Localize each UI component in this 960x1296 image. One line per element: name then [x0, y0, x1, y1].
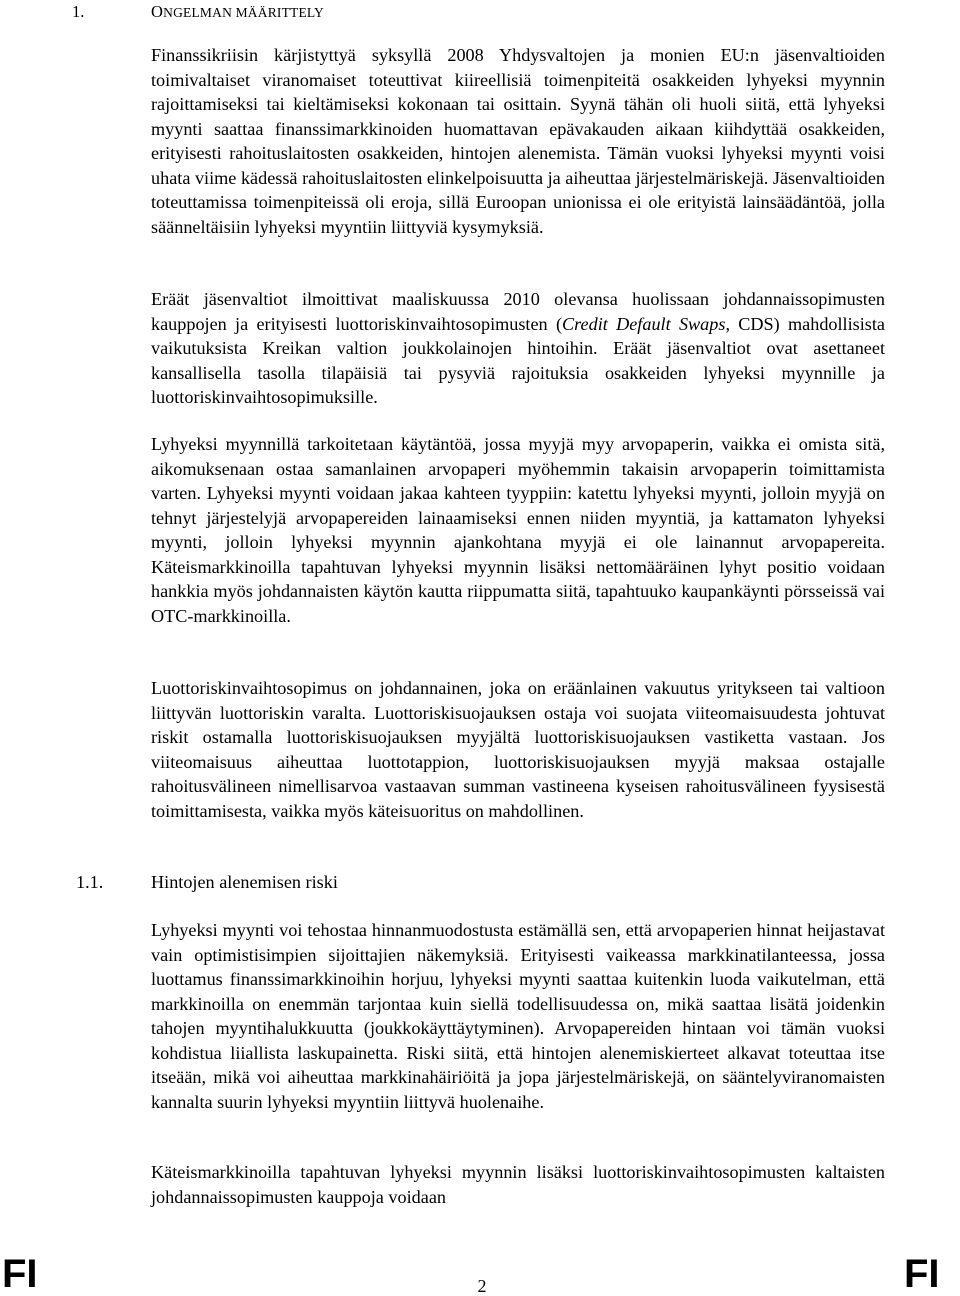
- paragraph-2-text-end: , CDS) mahdollisista vaikutuksista Kreikan valtion joukkolainojen hintoihin. Eräät jäsenvaltiot ovat asettaneet kansallisella tasolla tilapäisiä tai pysyviä rajoituksia osakkeiden lyhyeksi myynnille ja luottoriskinvaihtosopimuksille.: [151, 313, 885, 407]
- subsection-number: 1.1.: [76, 872, 104, 892]
- paragraph-2: [151, 287, 885, 410]
- section-title-rest: NGELMAN MÄÄRITTELY: [163, 5, 324, 20]
- paragraph-2-italic-term: Credit Default Swaps: [562, 313, 726, 334]
- paragraph-6: Käteismarkkinoilla tapahtuvan lyhyeksi myynnin lisäksi luottoriskinvaihtosopimusten kaltaisten johdannaissopimusten kauppoja voidaan: [151, 1162, 885, 1207]
- footer-language-left: FI: [2, 1252, 38, 1296]
- section-number: 1.: [72, 2, 85, 21]
- paragraph-2-text-start: Eräät jäsenvaltiot ilmoittivat maaliskuussa 2010 olevansa huolissaan johdannaissopimusten kauppojen ja erityisesti luottoriskinvaihtosopimusten (: [151, 289, 885, 334]
- paragraph-4: Luottoriskinvaihtosopimus on johdannainen, joka on eräänlainen vakuutus yritykseen tai valtioon liittyvän luottoriskin varalta. Luottoriskisuojauksen ostaja voi suojata viiteomaisuudesta johtuvat riskit ostamalla luottoriskisuojauksen myyjältä luottoriskisuojauksen vastiketta vastaan. Jos viiteomaisuus aiheuttaa luottotappion, luottoriskisuojauksen myyjä maksaa ostajalle rahoitusvälineen nimellisarvoa vastaavan summan vastineena kyseisen rahoitusvälineen fyysisestä toimittamisesta, vaikka myös käteisuoritus on mahdollinen.: [151, 678, 885, 821]
- footer-language-right: FI: [904, 1252, 940, 1296]
- paragraph-5: Lyhyeksi myynti voi tehostaa hinnanmuodostusta estämällä sen, että arvopaperien hinnat heijastavat vain optimistisimpien sijoittajien näkemyksiä. Erityisesti vaikeassa markkinatilanteessa, jossa luottamus finanssimarkkinoihin horjuu, lyhyeksi myynti saattaa kuitenkin luoda vaikutelman, että markkinoilla on enemmän tarjontaa kuin siellä todellisuudessa on, mikä saattaa lisätä joidenkin tahojen myyntihalukkuutta (joukkokäyttäytyminen). Arvopapereiden hintaan voi tämän vuoksi kohdistua liiallista laskupainetta. Riski siitä, että hintojen alenemiskierteet alkavat toteuttaa itse itseään, mikä voi aiheuttaa markkinahäiriöitä ja jopa järjestelmäriskejä, on sääntelyviranomaisten kannalta suurin lyhyeksi myyntiin liittyvä huolenaihe.: [151, 920, 885, 1112]
- section-title-initial: O: [151, 2, 164, 21]
- paragraph-3: Lyhyeksi myynnillä tarkoitetaan käytäntöä, jossa myyjä myy arvopaperin, vaikka ei omista sitä, aikomuksenaan ostaa samanlainen arvopaperi myöhemmin takaisin arvopaperin toimittamista varten. Lyhyeksi myynti voidaan jakaa kahteen tyyppiin: katettu lyhyeksi myynti, jolloin myyjä on tehnyt järjestelyjä arvopapereiden lainaamiseksi ennen niiden myyntiä, ja kattamaton lyhyeksi myynti, jolloin lyhyeksi myynnin ajankohtana myyjä ei ole lainannut arvopapereita. Käteismarkkinoilla tapahtuvan lyhyeksi myynnin lisäksi nettomääräinen lyhyt positio voidaan hankkia myös johdannaisten käytön kautta riippumatta siitä, tapahtuuko kaupankäynti pörsseissä vai OTC-markkinoilla.: [151, 434, 885, 626]
- section-title: [151, 2, 324, 23]
- page-number-text: 2: [477, 1276, 487, 1296]
- subsection-title: Hintojen alenemisen riski: [151, 872, 338, 892]
- paragraph-1: Finanssikriisin kärjistyttyä syksyllä 2008 Yhdysvaltojen ja monien EU:n jäsenvaltioiden toimivaltaiset viranomaiset toteuttivat kiireellisiä toimenpiteitä osakkeiden lyhyeksi myynnin rajoittamiseksi tai kieltämiseksi kokonaan tai osittain. Syynä tähän oli huoli siitä, että lyhyeksi myynti saattaa finanssimarkkinoiden huomattavan epävakauden aikaan kiihdyttää osakkeiden, erityisesti rahoituslaitosten osakkeiden, hintojen alenemista. Tämän vuoksi lyhyeksi myynti voisi uhata viime kädessä rahoituslaitosten elinkelpoisuutta ja aiheuttaa järjestelmäriskejä. Jäsenvaltioiden toteuttamissa toimenpiteissä oli eroja, sillä Euroopan unionissa ei ole erityistä lainsäädäntöä, jolla säänneltäisiin lyhyeksi myyntiin liittyviä kysymyksiä.: [151, 45, 885, 237]
- page-number: [0, 1276, 960, 1296]
